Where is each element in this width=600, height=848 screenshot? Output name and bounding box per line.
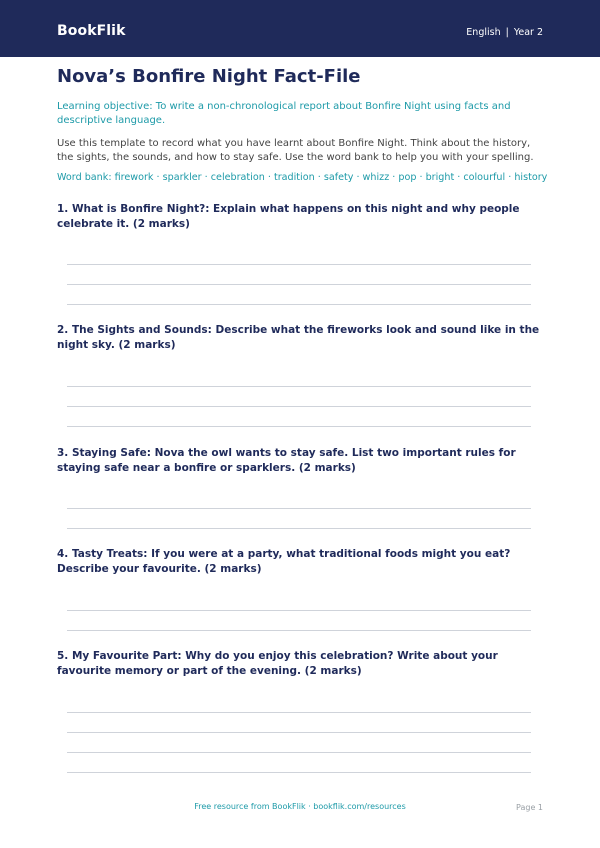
- answer-line[interactable]: [67, 610, 531, 611]
- answer-line[interactable]: [67, 508, 531, 509]
- question-5: 5. My Favourite Part: Why do you enjoy this celebration? Write about your favourite memory or part of the evening. (2 marks): [57, 650, 498, 677]
- answer-line[interactable]: [67, 386, 531, 387]
- footer-credit: Free resource from BookFlik · bookflik.com/resources: [194, 802, 406, 811]
- answer-line[interactable]: [67, 630, 531, 631]
- answer-line[interactable]: [67, 304, 531, 305]
- subject-label: English: [466, 27, 501, 38]
- answer-line[interactable]: [67, 712, 531, 713]
- answer-line[interactable]: [67, 264, 531, 265]
- brand-logo-text: BookFlik: [57, 23, 126, 39]
- answer-line[interactable]: [67, 732, 531, 733]
- meta-separator: |: [505, 27, 509, 38]
- answer-line[interactable]: [67, 284, 531, 285]
- page-number: Page 1: [516, 803, 543, 812]
- question-3: 3. Staying Safe: Nova the owl wants to stay safe. List two important rules for staying safe near a bonfire or sparklers. (2 marks): [57, 447, 516, 474]
- question-1: 1. What is Bonfire Night?: Explain what happens on this night and why people celebrate it. (2 marks): [57, 203, 520, 230]
- word-bank: Word bank: firework · sparkler · celebration · tradition · safety · whizz · pop · bright · colourful · history: [57, 172, 548, 183]
- answer-line[interactable]: [67, 528, 531, 529]
- answer-line[interactable]: [67, 426, 531, 427]
- learning-objective: Learning objective: To write a non-chronological report about Bonfire Night using facts and descriptive language.: [57, 101, 511, 126]
- intro-text: Use this template to record what you have learnt about Bonfire Night. Think about the history, the sights, the sounds, and how to stay safe. Use the word bank to help you with your spelling.: [57, 138, 534, 163]
- question-2: 2. The Sights and Sounds: Describe what the fireworks look and sound like in the night sky. (2 marks): [57, 324, 540, 351]
- answer-line[interactable]: [67, 772, 531, 773]
- page-title: Nova’s Bonfire Night Fact-File: [57, 66, 361, 87]
- subject-year-label: [466, 27, 543, 38]
- question-4: 4. Tasty Treats: If you were at a party, what traditional foods might you eat? Describe your favourite. (2 marks): [57, 548, 511, 575]
- year-label: Year 2: [513, 27, 543, 38]
- answer-line[interactable]: [67, 406, 531, 407]
- header-bar: [0, 0, 600, 57]
- answer-line[interactable]: [67, 752, 531, 753]
